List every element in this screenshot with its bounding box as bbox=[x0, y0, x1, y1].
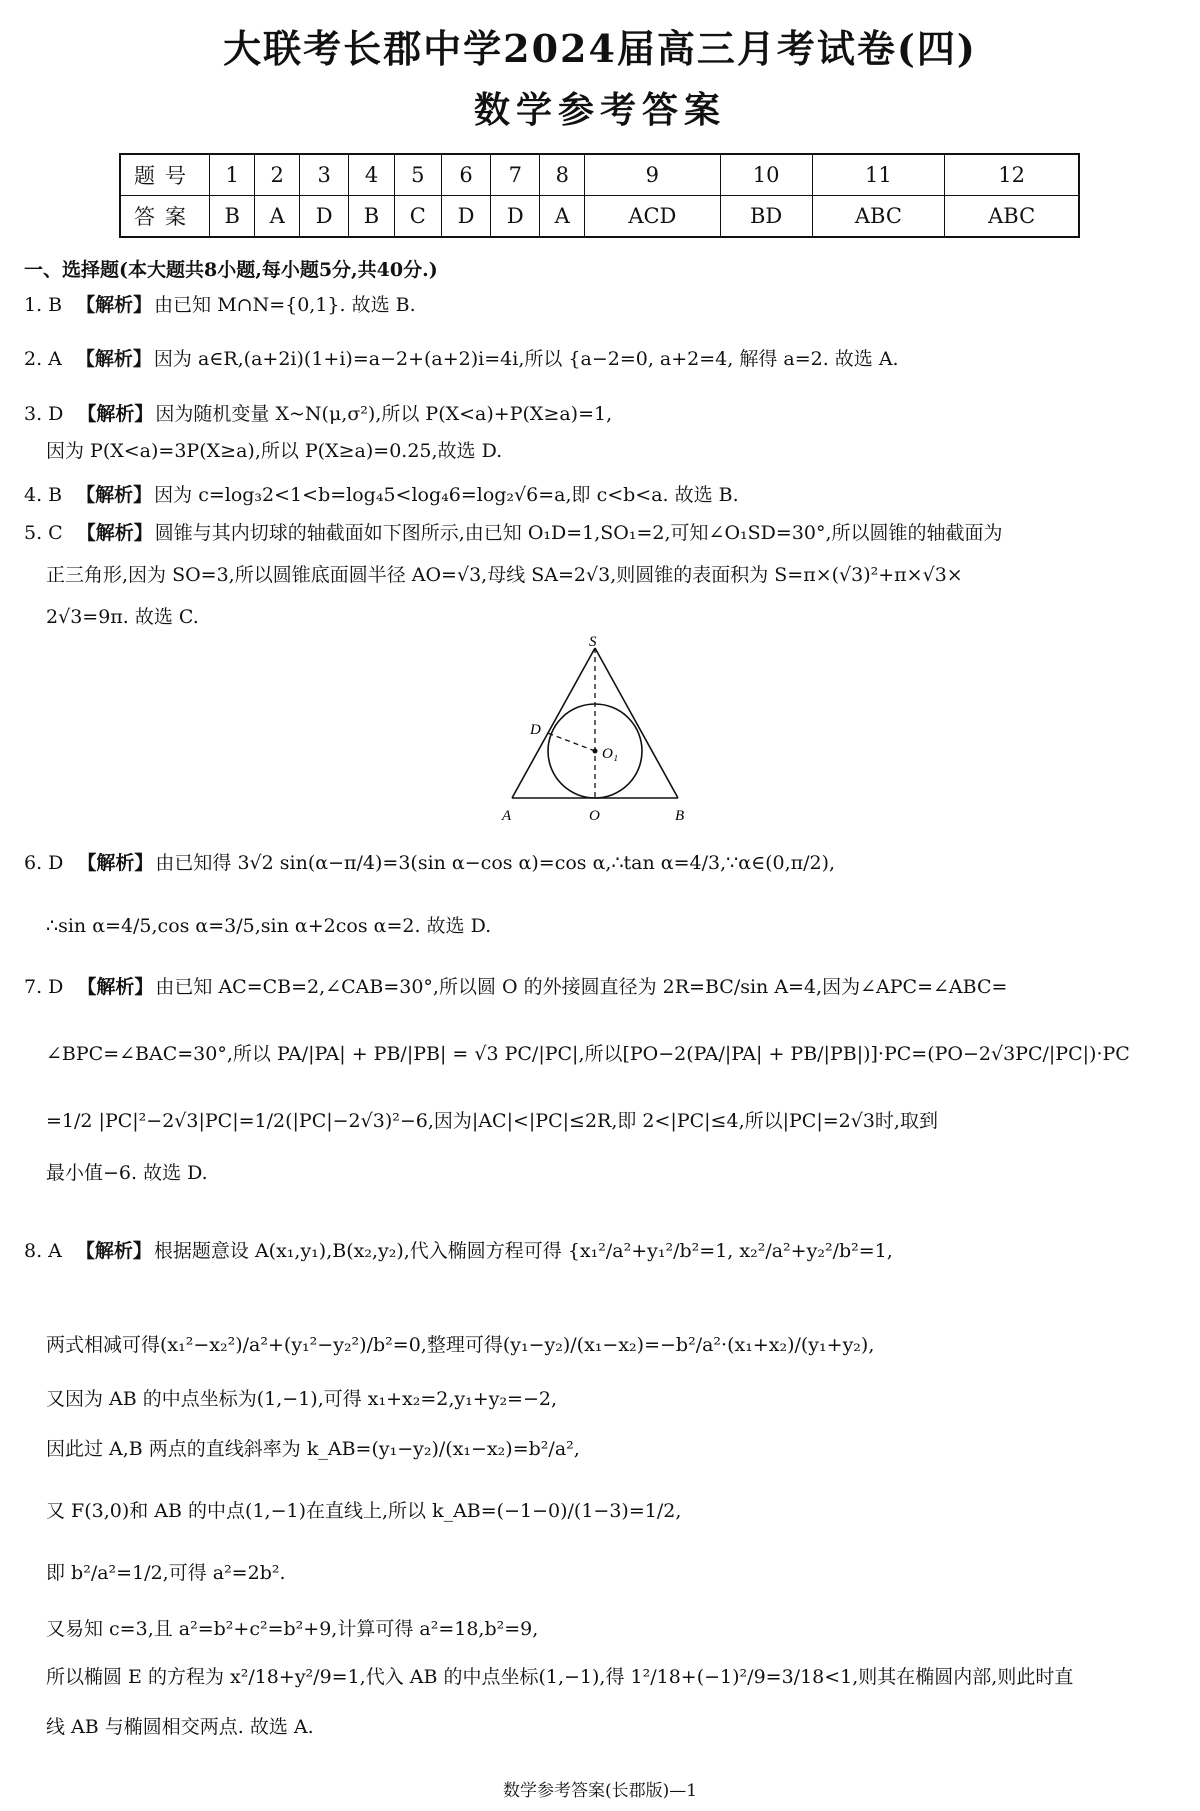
answer-table-row-answers bbox=[120, 196, 1079, 238]
solution-5-line-3: 2√3=9π. 故选 C. bbox=[46, 606, 199, 628]
solution-2 bbox=[24, 348, 1174, 370]
analysis-tag: 【解析】 bbox=[75, 1240, 152, 1262]
solution-8-line-7: 所以椭圆 E 的方程为 x²/18+y²/9=1,代入 AB 的中点坐标(1,−1),得 1²/18+(−1)²/9=3/18<1,则其在椭圆内部,则此时直 bbox=[46, 1666, 1074, 1688]
table-cell: BD bbox=[720, 196, 812, 238]
solution-7-line-4: 最小值−6. 故选 D. bbox=[46, 1162, 208, 1184]
solution-8-line-5: 即 b²/a²=1/2,可得 a²=2b². bbox=[46, 1562, 286, 1584]
analysis-tag: 【解析】 bbox=[77, 852, 154, 874]
table-cell: 12 bbox=[945, 154, 1079, 196]
table-cell: ABC bbox=[945, 196, 1079, 238]
solution-6 bbox=[24, 852, 1174, 874]
label-s: S bbox=[589, 636, 597, 650]
solution-8-line-4: 又 F(3,0)和 AB 的中点(1,−1)在直线上,所以 k_AB=(−1−0)/(1−3)=1/2, bbox=[46, 1500, 682, 1522]
page-footer: 数学参考答案(长郡版)—1 bbox=[502, 1781, 698, 1801]
solution-8-line-8: 线 AB 与椭圆相交两点. 故选 A. bbox=[46, 1716, 314, 1738]
solution-text: 根据题意设 A(x₁,y₁),B(x₂,y₂),代入椭圆方程可得 {x₁²/a²+y₁²/b²=1, x₂²/a²+y₂²/b²=1, bbox=[153, 1240, 893, 1262]
table-cell: ACD bbox=[585, 196, 721, 238]
solution-text: 因为 c=log₃2<1<b=log₄5<log₄6=log₂√6=a,即 c<b<a. 故选 B. bbox=[154, 484, 739, 506]
analysis-tag: 【解析】 bbox=[77, 976, 154, 998]
table-cell: 4 bbox=[349, 154, 394, 196]
table-cell: 7 bbox=[491, 154, 540, 196]
table-cell: 8 bbox=[540, 154, 585, 196]
table-cell: D bbox=[491, 196, 540, 238]
solution-text: 因为随机变量 X~N(μ,σ²),所以 P(X<a)+P(X≥a)=1, bbox=[155, 403, 613, 425]
solution-number: 8. A bbox=[24, 1240, 62, 1262]
table-cell: A bbox=[540, 196, 585, 238]
solution-8-line-2: 又因为 AB 的中点坐标为(1,−1),可得 x₁+x₂=2,y₁+y₂=−2, bbox=[46, 1388, 558, 1410]
label-b: B bbox=[675, 808, 685, 824]
solution-5-line-2: 正三角形,因为 SO=3,所以圆锥底面圆半径 AO=√3,母线 SA=2√3,则圆锥的表面积为 S=π×(√3)²+π×√3× bbox=[46, 564, 963, 586]
solution-number: 4. B bbox=[24, 484, 63, 506]
page-title: 大联考长郡中学2024届高三月考试卷(四) bbox=[223, 26, 977, 71]
table-cell: B bbox=[210, 196, 255, 238]
solution-7-line-2: ∠BPC=∠BAC=30°,所以 PA/|PA| + PB/|PB| = √3 PC/|PC|,所以[PO−2(PA/|PA| + PB/|PB|)]·PC=(PO−2√3PC/|PC|)·PC bbox=[46, 1043, 1130, 1065]
solution-text: 由已知得 3√2 sin(α−π/4)=3(sin α−cos α)=cos α,∴tan α=4/3,∵α∈(0,π/2), bbox=[155, 852, 836, 874]
table-cell: 10 bbox=[720, 154, 812, 196]
solution-text: 因为 a∈R,(a+2i)(1+i)=a−2+(a+2)i=4i,所以 {a−2=0, a+2=4, 解得 a=2. 故选 A. bbox=[153, 348, 899, 370]
solution-7-line-3: =1/2 |PC|²−2√3|PC|=1/2(|PC|−2√3)²−6,因为|AC|<|PC|≤2R,即 2<|PC|≤4,所以|PC|=2√3时,取到 bbox=[46, 1110, 938, 1132]
solution-6-line-2: ∴sin α=4/5,cos α=3/5,sin α+2cos α=2. 故选 D. bbox=[46, 915, 492, 937]
solution-number: 1. B bbox=[24, 294, 63, 316]
solution-number: 2. A bbox=[24, 348, 62, 370]
solution-number: 6. D bbox=[24, 852, 64, 874]
table-cell: 3 bbox=[300, 154, 349, 196]
table-cell: 9 bbox=[585, 154, 721, 196]
row-label-answers: 答案 bbox=[120, 196, 210, 238]
solution-4 bbox=[24, 484, 1174, 506]
analysis-tag: 【解析】 bbox=[76, 484, 153, 506]
table-cell: 2 bbox=[255, 154, 300, 196]
edge-sb bbox=[595, 648, 678, 798]
solution-3-line-2: 因为 P(X<a)=3P(X≥a),所以 P(X≥a)=0.25,故选 D. bbox=[46, 440, 503, 462]
label-d: D bbox=[530, 722, 541, 738]
table-cell: D bbox=[300, 196, 349, 238]
solution-text: 由已知 AC=CB=2,∠CAB=30°,所以圆 O 的外接圆直径为 2R=BC/sin A=4,因为∠APC=∠ABC= bbox=[155, 976, 1008, 998]
edge-sa bbox=[512, 648, 595, 798]
page-subtitle: 数学参考答案 bbox=[473, 90, 726, 131]
solution-number: 7. D bbox=[24, 976, 64, 998]
center-point bbox=[593, 749, 598, 754]
section-heading: 一、选择题(本大题共8小题,每小题5分,共40分.) bbox=[24, 259, 438, 281]
table-cell: C bbox=[394, 196, 441, 238]
analysis-tag: 【解析】 bbox=[75, 348, 152, 370]
solution-8-line-3: 因此过 A,B 两点的直线斜率为 k_AB=(y₁−y₂)/(x₁−x₂)=b²/a², bbox=[46, 1438, 580, 1460]
table-cell: D bbox=[441, 196, 490, 238]
solution-text: 由已知 M∩N={0,1}. 故选 B. bbox=[154, 294, 416, 316]
table-cell: B bbox=[349, 196, 394, 238]
solution-8-line-1: 两式相减可得(x₁²−x₂²)/a²+(y₁²−y₂²)/b²=0,整理可得(y₁−y₂)/(x₁−x₂)=−b²/a²·(x₁+x₂)/(y₁+y₂), bbox=[46, 1334, 875, 1356]
solution-8-line-6: 又易知 c=3,且 a²=b²+c²=b²+9,计算可得 a²=18,b²=9, bbox=[46, 1618, 539, 1640]
solution-5 bbox=[24, 522, 1174, 544]
table-cell: 5 bbox=[394, 154, 441, 196]
solution-1 bbox=[24, 294, 1174, 316]
label-o1: O₁ bbox=[602, 746, 619, 762]
radius-o1d bbox=[545, 732, 595, 751]
solution-7 bbox=[24, 976, 1174, 998]
table-cell: 11 bbox=[812, 154, 945, 196]
solution-8 bbox=[24, 1240, 1174, 1262]
table-cell: ABC bbox=[812, 196, 945, 238]
table-cell: 6 bbox=[441, 154, 490, 196]
label-o: O bbox=[589, 808, 600, 824]
solution-text: 圆锥与其内切球的轴截面如下图所示,由已知 O₁D=1,SO₁=2,可知∠O₁SD=30°,所以圆锥的轴截面为 bbox=[154, 522, 1003, 544]
analysis-tag: 【解析】 bbox=[77, 403, 154, 425]
table-cell: 1 bbox=[210, 154, 255, 196]
solution-3 bbox=[24, 403, 1174, 425]
label-a: A bbox=[502, 808, 512, 824]
solution-number: 5. C bbox=[24, 522, 63, 544]
answer-table bbox=[119, 153, 1080, 238]
row-label-numbers: 题号 bbox=[120, 154, 210, 196]
analysis-tag: 【解析】 bbox=[76, 522, 153, 544]
table-cell: A bbox=[255, 196, 300, 238]
solution-number: 3. D bbox=[24, 403, 64, 425]
analysis-tag: 【解析】 bbox=[76, 294, 153, 316]
cone-section-diagram bbox=[500, 636, 700, 836]
answer-table-row-numbers bbox=[120, 154, 1079, 196]
